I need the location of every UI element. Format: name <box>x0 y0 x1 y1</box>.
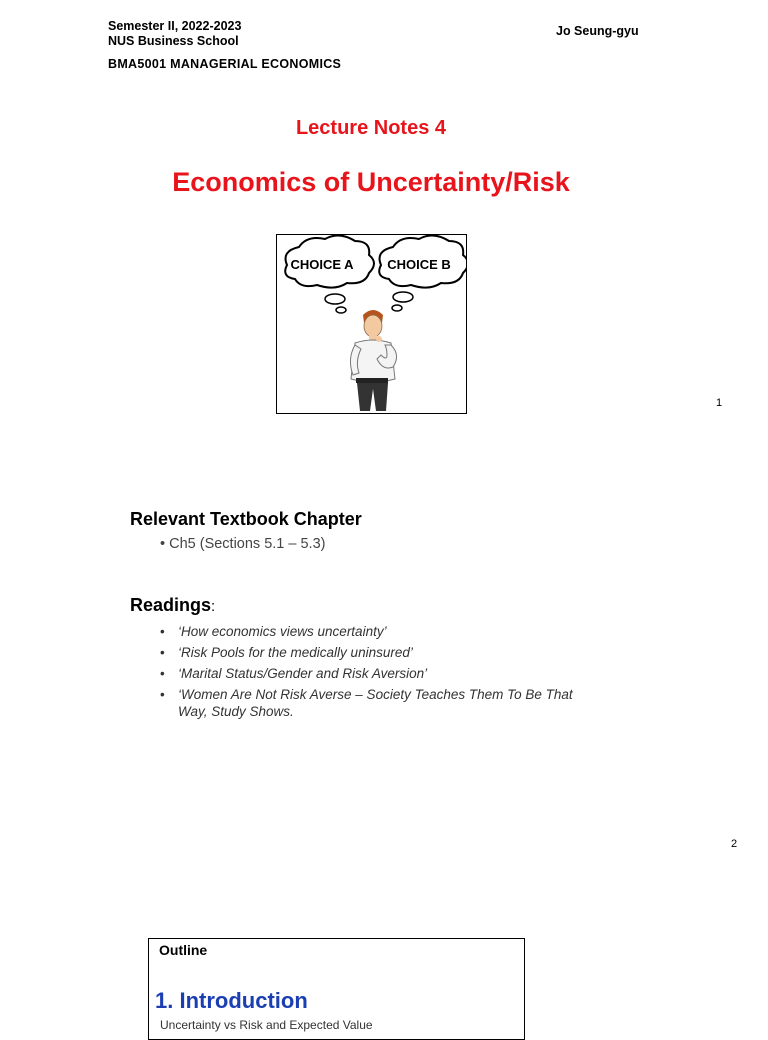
bullet: • <box>160 687 165 702</box>
chapter-text: Ch5 (Sections 5.1 – 5.3) <box>169 536 326 552</box>
readings-colon: : <box>211 598 216 615</box>
reading-text: ‘Risk Pools for the medically uninsured’ <box>178 645 413 660</box>
section-heading <box>155 988 308 1014</box>
list-item <box>160 686 580 720</box>
readings-heading <box>130 595 215 616</box>
bullet: • <box>160 666 165 681</box>
thinking-person-illustration <box>277 235 466 413</box>
page-number-1: 1 <box>716 397 723 409</box>
list-item <box>160 665 580 682</box>
outline-label: Outline <box>159 942 208 958</box>
choice-b-label: CHOICE B <box>387 257 451 272</box>
lecture-title: Economics of Uncertainty/Risk <box>172 167 570 197</box>
outline-subitem: Uncertainty vs Risk and Expected Value <box>160 1018 373 1032</box>
page-number-2: 2 <box>731 838 738 850</box>
reading-text: ‘Women Are Not Risk Averse – Society Teaches Them To Be That Way, Study Shows. <box>178 687 573 719</box>
reading-text: ‘How economics views uncertainty’ <box>178 624 387 639</box>
bullet: • <box>160 536 166 552</box>
semester-label: Semester II, 2022-2023 <box>108 19 242 33</box>
list-item <box>160 644 580 661</box>
lecture-notes-number: Lecture Notes 4 <box>295 117 447 139</box>
textbook-heading: Relevant Textbook Chapter <box>130 509 362 529</box>
chapter-list-item <box>160 536 325 552</box>
thinking-man <box>350 310 396 411</box>
course-title: BMA5001 MANAGERIAL ECONOMICS <box>108 57 342 71</box>
school-label: NUS Business School <box>108 34 239 48</box>
thought-cloud-a <box>285 235 374 313</box>
section-title: Introduction <box>179 988 308 1013</box>
readings-list <box>160 623 580 724</box>
bullet: • <box>160 624 165 639</box>
choice-illustration <box>276 234 467 414</box>
thought-cloud-b <box>379 235 466 311</box>
readings-heading-text: Readings <box>130 595 212 615</box>
reading-text: ‘Marital Status/Gender and Risk Aversion’ <box>178 666 428 681</box>
list-item <box>160 623 580 640</box>
section-number: 1. <box>155 988 174 1013</box>
bullet: • <box>160 645 165 660</box>
choice-a-label: CHOICE A <box>290 257 354 272</box>
author-name: Jo Seung-gyu <box>556 24 639 38</box>
